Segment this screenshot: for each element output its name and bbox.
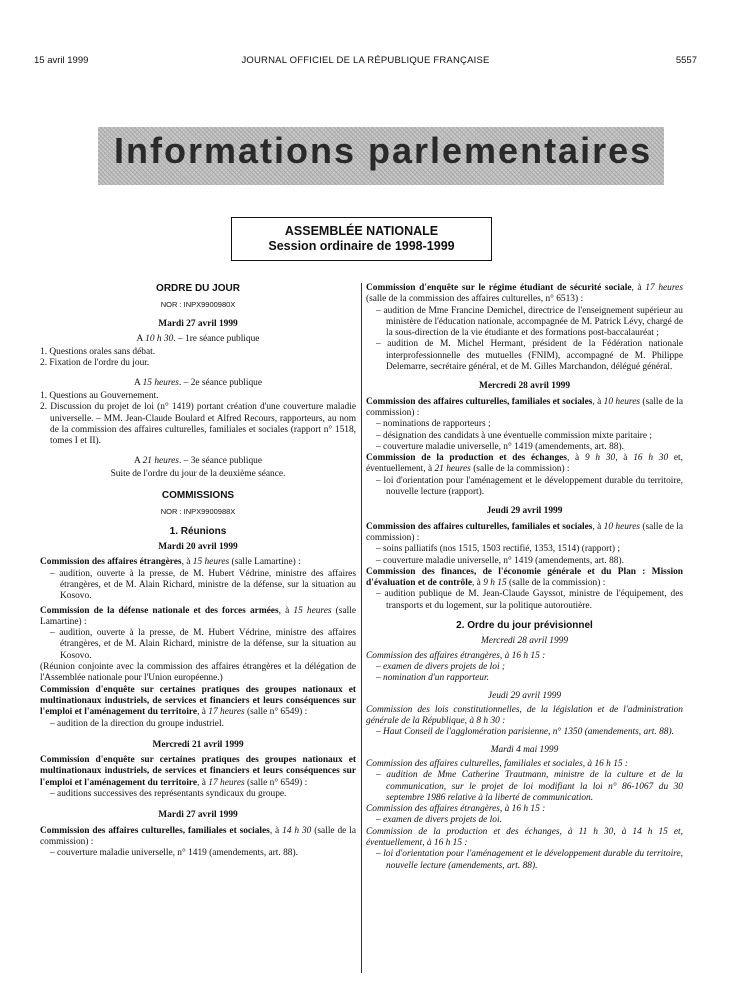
agenda-detail: – examen de divers projets de loi. [376, 815, 502, 826]
commission-entry: Commission de la production et des échanges, à 11 h 30, à 14 h 15 et, éventuellement, à 16 h 15 : [366, 826, 683, 849]
day-heading: Mercredi 28 avril 1999 [480, 636, 569, 647]
assembly-name: ASSEMBLÉE NATIONALE [284, 224, 439, 238]
agenda-note: (Réunion conjointe avec la commission des affaires étrangères et la délégation de l'Assemblée nationale pour l'Union européenne.) [40, 662, 356, 684]
banner-title: Informations parlementaires [114, 130, 653, 171]
previsionnel-heading: 2. Ordre du jour prévisionnel [456, 620, 593, 632]
header-page-number: 5557 [675, 55, 697, 66]
header-journal-title: JOURNAL OFFICIEL DE LA RÉPUBLIQUE FRANÇAISE [241, 55, 490, 66]
commission-entry: Commission des affaires culturelles, familiales et sociales, à 16 h 15 : [366, 758, 629, 769]
agenda-detail: – couverture maladie universelle, n° 1419 (amendements, art. 88). [376, 555, 624, 566]
commission-entry: Commission d'enquête sur le régime étudiant de sécurité sociale, à 17 heures (salle de la commission des affaires culturelles, n° 6513) : [366, 283, 683, 305]
commission-entry: Commission des affaires étrangères, à 15 heures (salle Lamartine) : [40, 557, 301, 568]
agenda-detail: – auditions successives des représentants syndicaux du groupe. [50, 788, 287, 799]
day-heading: Mercredi 28 avril 1999 [478, 381, 571, 392]
ordre-du-jour-heading: ORDRE DU JOUR [156, 283, 240, 294]
day-heading: Mardi 27 avril 1999 [158, 318, 238, 329]
agenda-detail: – nominations de rapporteurs ; [376, 419, 491, 430]
session-line: A 15 heures. – 2e séance publique [133, 377, 263, 388]
agenda-detail: – Haut Conseil de l'agglomération parisienne, n° 1350 (amendements, art. 88). [376, 727, 674, 738]
session-line: A 21 heures. – 3e séance publique [133, 455, 263, 466]
commission-entry: Commission d'enquête sur certaines pratiques des groupes nationaux et multinationaux industriels, de services et financiers et leurs conséquences sur l'emploi et l'aménagement du territoire, à 17 heures (salle n° 6549) : [40, 755, 356, 788]
commission-entry: Commission des affaires étrangères, à 16 h 15 : [366, 804, 546, 815]
agenda-item: 2. Fixation de l'ordre du jour. [40, 358, 150, 369]
page-header [34, 55, 697, 69]
agenda-detail: – couverture maladie universelle, n° 1419 (amendements, art. 88). [376, 441, 624, 452]
commissions-nor: NOR : INPX9900988X [160, 507, 236, 517]
column-divider [361, 283, 362, 973]
agenda-detail: – audition publique de M. Jean-Claude Gayssot, ministre de l'équipement, des transports et du logement, sur la politique autoroutière. [376, 589, 683, 611]
agenda-detail: – loi d'orientation pour l'aménagement et le développement durable du territoire, nouvelle lecture (amendements, art. 88). [376, 849, 683, 871]
agenda-item: 1. Questions orales sans débat. [40, 347, 156, 358]
assembly-box [231, 217, 492, 261]
commission-entry: Commission des affaires étrangères, à 16 h 15 : [366, 650, 546, 661]
left-column [40, 283, 356, 859]
agenda-detail: – audition de Mme Catherine Trautmann, ministre de la culture et de la communication, sur le projet de loi modifiant la loi n° 86-1067 du 30 septembre 1986 relative à la liberté de communication. [376, 770, 683, 803]
session-line: A 10 h 30. – 1re séance publique [136, 333, 260, 344]
commission-entry: Commission des affaires culturelles, familiales et sociales, à 10 heures (salle de la commission) : [366, 396, 683, 418]
right-column [366, 283, 683, 872]
agenda-detail: – soins palliatifs (nos 1515, 1503 rectifié, 1353, 1514) (rapport) ; [376, 544, 620, 555]
agenda-detail: – examen de divers projets de loi ; [376, 661, 506, 672]
commission-entry: Commission des affaires culturelles, familiales et sociales, à 14 h 30 (salle de la commission) : [40, 825, 356, 847]
agenda-detail: – loi d'orientation pour l'aménagement et le développement durable du territoire, nouvelle lecture (rapport). [376, 475, 683, 498]
commission-entry: Commission des affaires culturelles, familiales et sociales, à 10 heures (salle de la commission) : [366, 521, 683, 543]
header-date: 15 avril 1999 [34, 55, 89, 66]
agenda-detail: – désignation des candidats à une éventuelle commission mixte paritaire ; [376, 430, 652, 441]
commission-entry: Commission d'enquête sur certaines pratiques des groupes nationaux et multinationaux industriels, de services et financiers et leurs conséquences sur l'emploi et l'aménagement du territoire, à 17 heures (salle n° 6549) : [40, 684, 356, 718]
reunions-heading: 1. Réunions [169, 525, 227, 537]
agenda-detail: – audition, ouverte à la presse, de M. Hubert Védrine, ministre des affaires étrangères, et de M. Alain Richard, ministre de la défense, sur la situation au Kosovo. [50, 628, 356, 661]
agenda-detail: – audition, ouverte à la presse, de M. Hubert Védrine, ministre des affaires étrangères, et de M. Alain Richard, ministre de la défense, sur la situation au Kosovo. [50, 568, 356, 602]
session-name: Session ordinaire de 1998-1999 [268, 239, 455, 253]
agenda-item: 2. Discussion du projet de loi (n° 1419) portant création d'une couverture maladie universelle. – MM. Jean-Claude Boulard et Alfred Recours, rapporteurs, au nom de la commission des affaires culturelles, familiales et sociales (rapport n° 1518, tomes I et II). [40, 402, 356, 447]
commission-entry: Commission de la défense nationale et des forces armées, à 15 heures (salle Lamartine) : [40, 605, 356, 627]
commissions-heading: COMMISSIONS [161, 490, 235, 502]
commission-entry: Commission des lois constitutionnelles, de la législation et de l'administration générale de la République, à 8 h 30 : [366, 704, 683, 727]
commission-entry: Commission des finances, de l'économie générale et du Plan : Mission d'évaluation et de contrôle, à 9 h 15 (salle de la commission) : [366, 566, 683, 589]
ordre-nor: NOR : INPX9900980X [160, 300, 236, 310]
day-heading: Mardi 27 avril 1999 [158, 810, 238, 821]
section-banner [98, 127, 664, 185]
agenda-detail: – nomination d'un rapporteur. [376, 673, 489, 684]
agenda-detail: – audition de Mme Francine Demichel, directrice de l'enseignement supérieur au ministère de l'éducation nationale, accompagnée de M. Patrick Lévy, chargé de la sous-direction de la vie étudiante et des formations post-baccalauréat ; [376, 305, 683, 339]
commission-entry: Commission de la production et des échanges, à 9 h 30, à 16 h 30 et, éventuellement, à 21 heures (salle de la commission) : [366, 453, 684, 475]
day-heading: Jeudi 29 avril 1999 [487, 690, 562, 701]
agenda-detail: – audition de la direction du groupe industriel. [50, 718, 224, 729]
day-heading: Mercredi 21 avril 1999 [152, 739, 244, 750]
day-heading: Mardi 20 avril 1999 [158, 542, 238, 553]
day-heading: Jeudi 29 avril 1999 [486, 506, 563, 517]
agenda-detail: – couverture maladie universelle, n° 1419 (amendements, art. 88). [50, 848, 298, 859]
agenda-item: 1. Questions au Gouvernement. [40, 391, 159, 402]
day-heading: Mardi 4 mai 1999 [490, 744, 559, 755]
agenda-text: Suite de l'ordre du jour de la deuxième séance. [110, 468, 286, 479]
agenda-detail: – audition de M. Michel Hermant, président de la Fédération nationale interprofessionnelle des mutuelles (FNIM), accompagné de M. Philippe Delemarre, secrétaire général, et de M. Gilles Marchandon, délégué général. [376, 339, 683, 373]
